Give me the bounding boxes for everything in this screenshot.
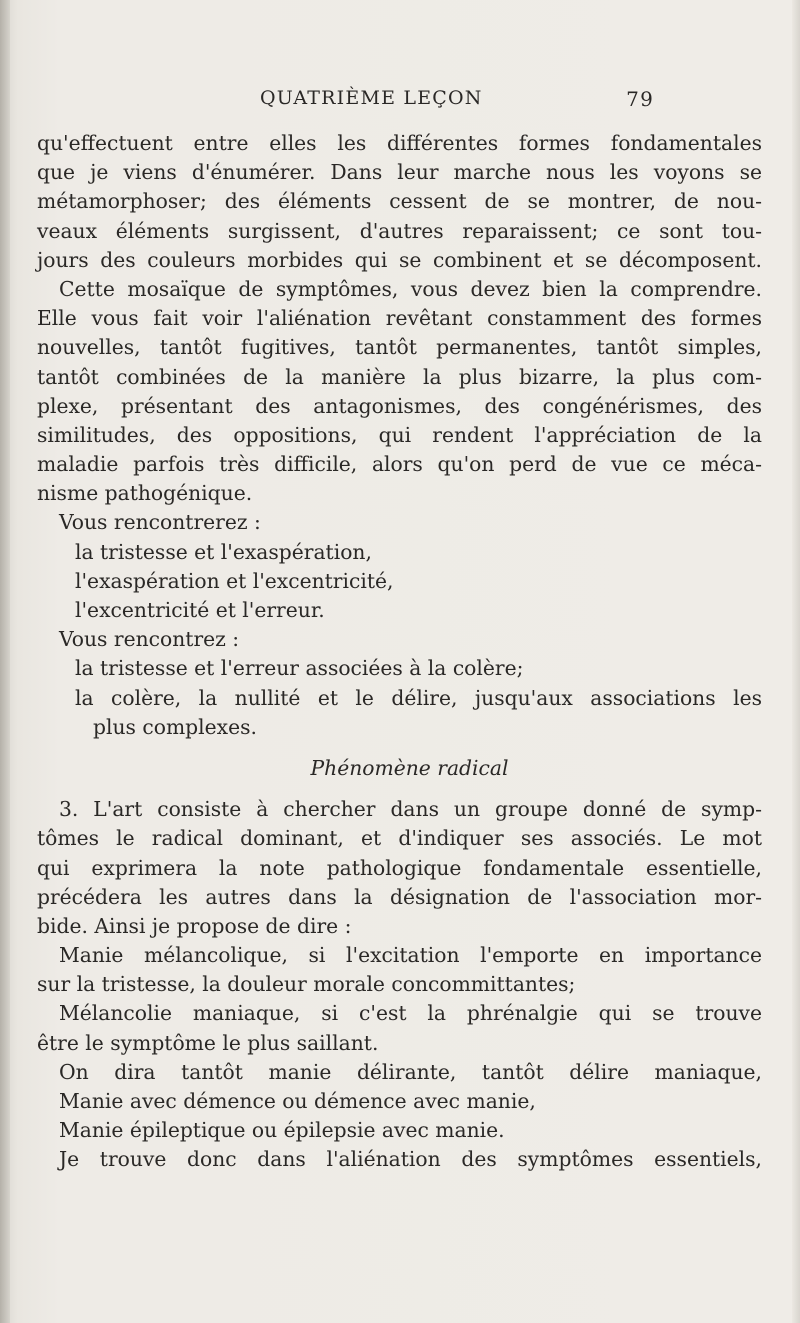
text-line: Je trouve donc dans l'aliénation des symptômes essentiels,	[59, 1147, 762, 1172]
page-header	[260, 87, 660, 117]
section-title: Phénomène radical	[310, 755, 509, 780]
list-line: l'excentricité et l'erreur.	[75, 598, 325, 622]
text-line: précédera les autres dans la désignation de l'association mor-	[37, 884, 762, 909]
text-line: Manie épileptique ou épilepsie avec manie.	[59, 1118, 505, 1143]
running-head: QUATRIÈME LEÇON	[260, 87, 483, 109]
text-line: maladie parfois très difficile, alors qu'on perd de vue ce méca-	[37, 452, 762, 477]
list-line: plus complexes.	[93, 714, 257, 739]
list-line: la tristesse et l'erreur associées à la colère;	[75, 656, 524, 681]
body-text	[37, 129, 762, 1175]
list-line: l'exaspération et l'excentricité,	[75, 568, 394, 593]
text-line: qu'effectuent entre elles les différentes formes fondamentales	[37, 131, 762, 155]
page-edge	[792, 0, 800, 1323]
text-line: que je viens d'énumérer. Dans leur marche nous les voyons se	[37, 160, 762, 185]
text-line: Vous rencontrerez :	[59, 510, 261, 535]
text-line: sur la tristesse, la douleur morale concommittantes;	[37, 972, 576, 997]
page-number: 79	[626, 87, 654, 111]
text-line: tantôt combinées de la manière la plus bizarre, la plus com-	[37, 364, 762, 389]
text-line: On dira tantôt manie délirante, tantôt délire maniaque,	[59, 1059, 762, 1084]
text-line: métamorphoser; des éléments cessent de se montrer, de nou-	[37, 189, 762, 214]
text-line: jours des couleurs morbides qui se combinent et se décomposent.	[37, 247, 762, 272]
list-line: la colère, la nullité et le délire, jusqu'aux associations les	[75, 685, 762, 710]
text-line: Elle vous fait voir l'aliénation revêtant constamment des formes	[37, 306, 762, 331]
text-line: nouvelles, tantôt fugitives, tantôt permanentes, tantôt simples,	[37, 335, 762, 360]
text-line: Cette mosaïque de symptômes, vous devez bien la comprendre.	[59, 276, 762, 301]
text-line: qui exprimera la note pathologique fondamentale essentielle,	[37, 855, 762, 880]
text-line: nisme pathogénique.	[37, 481, 253, 506]
text-line: tômes le radical dominant, et d'indiquer ses associés. Le mot	[37, 826, 762, 851]
text-line: Manie mélancolique, si l'excitation l'emporte en importance	[59, 943, 762, 968]
text-line: Manie avec démence ou démence avec manie,	[59, 1089, 536, 1113]
binding-shadow	[0, 0, 10, 1323]
text-line: plexe, présentant des antagonismes, des congénérismes, des	[37, 393, 762, 418]
text-line: bide. Ainsi je propose de dire :	[37, 913, 352, 938]
text-line: 3. L'art consiste à chercher dans un groupe donné de symp-	[59, 797, 762, 822]
list-line: la tristesse et l'exaspération,	[75, 539, 372, 564]
text-line: veaux éléments surgissent, d'autres reparaissent; ce sont tou-	[37, 218, 762, 243]
text-line: similitudes, des oppositions, qui rendent l'appréciation de la	[37, 422, 762, 447]
text-line: Vous rencontrez :	[59, 627, 240, 652]
text-line: être le symptôme le plus saillant.	[37, 1030, 379, 1055]
text-line: Mélancolie maniaque, si c'est la phrénalgie qui se trouve	[59, 1001, 762, 1026]
